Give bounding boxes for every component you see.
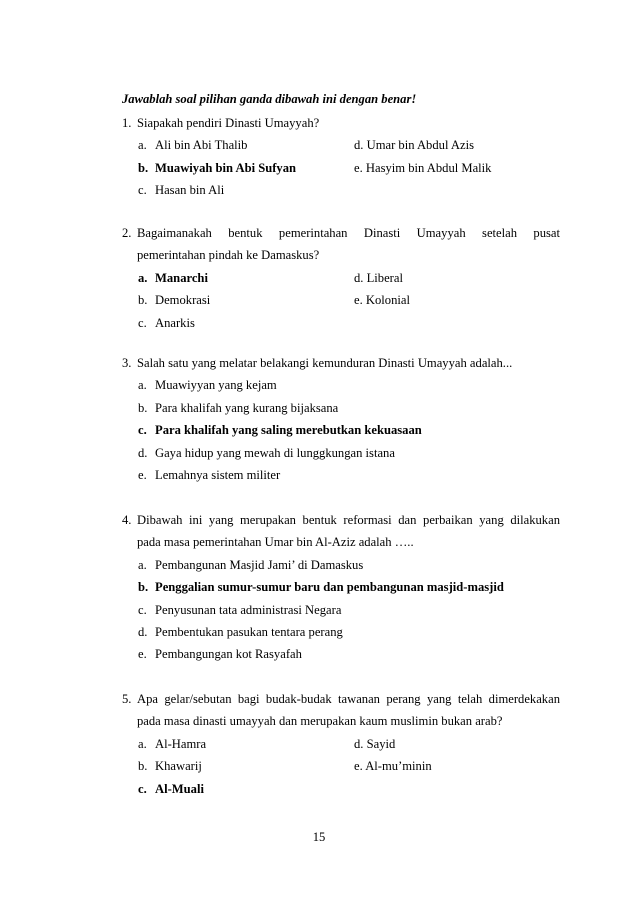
option-row xyxy=(122,312,560,334)
option-letter: a. xyxy=(138,557,147,572)
option-text-right: e. Kolonial xyxy=(354,293,410,308)
question-text: Bagaimanakah bentuk pemerintahan Dinasti Umayyah setelah pusat xyxy=(137,226,560,240)
correct-option-row xyxy=(122,267,560,289)
option-text: Gaya hidup yang mewah di lunggkungan istana xyxy=(155,445,395,460)
question-number: 3. xyxy=(122,356,132,370)
option-row xyxy=(122,643,560,665)
option-text: Manarchi xyxy=(155,270,208,285)
question-2 xyxy=(122,222,560,334)
question-text: Siapakah pendiri Dinasti Umayyah? xyxy=(137,116,320,130)
page-number: 15 xyxy=(312,830,326,844)
question-3 xyxy=(122,352,560,486)
option-letter: c. xyxy=(138,423,147,438)
option-letter: a. xyxy=(138,736,147,751)
option-text: Muawiyah bin Abi Sufyan xyxy=(155,160,297,175)
option-letter: c. xyxy=(138,602,147,617)
option-text: Penggalian sumur-sumur baru dan pembangunan masjid-masjid xyxy=(155,580,504,595)
option-row xyxy=(122,755,560,777)
option-letter: e. xyxy=(138,467,147,482)
option-text: Ali bin Abi Thalib xyxy=(155,138,248,153)
option-text: Anarkis xyxy=(155,315,195,330)
option-row xyxy=(122,442,560,464)
question-text-continued: pada masa pemerintahan Umar bin Al-Aziz adalah ….. xyxy=(137,535,414,550)
question-text-continued: pada masa dinasti umayyah dan merupakan kaum muslimin bukan arab? xyxy=(137,714,503,729)
option-text: Pembangunan Masjid Jami’ di Damaskus xyxy=(155,557,364,572)
option-text-right: d. Umar bin Abdul Azis xyxy=(354,138,474,153)
option-letter: d. xyxy=(138,624,148,639)
option-text-right: d. Liberal xyxy=(354,270,403,285)
option-letter: b. xyxy=(138,400,148,415)
question-text-continued: pemerintahan pindah ke Damaskus? xyxy=(137,248,320,263)
option-letter: c. xyxy=(138,781,147,796)
question-1 xyxy=(122,112,560,202)
option-letter: e. xyxy=(138,647,147,662)
option-text: Muawiyyan yang kejam xyxy=(155,378,277,393)
option-row xyxy=(122,134,560,156)
option-row xyxy=(122,599,560,621)
correct-option-row xyxy=(122,419,560,441)
option-row xyxy=(122,464,560,486)
option-text: Hasan bin Ali xyxy=(155,183,225,198)
option-text: Lemahnya sistem militer xyxy=(155,467,281,482)
option-letter: b. xyxy=(138,759,148,774)
option-text-right: e. Hasyim bin Abdul Malik xyxy=(354,160,492,175)
option-letter: a. xyxy=(138,378,147,393)
correct-option-row xyxy=(122,157,560,179)
question-number: 2. xyxy=(122,226,132,240)
option-row xyxy=(122,179,560,201)
option-text: Demokrasi xyxy=(155,293,211,308)
option-row xyxy=(122,554,560,576)
question-5 xyxy=(122,688,560,800)
option-letter: b. xyxy=(138,580,149,595)
question-text: Salah satu yang melatar belakangi kemunduran Dinasti Umayyah adalah... xyxy=(137,356,513,370)
option-letter: d. xyxy=(138,445,148,460)
option-text-right: d. Sayid xyxy=(354,736,396,751)
correct-option-row xyxy=(122,778,560,800)
option-text: Pembentukan pasukan tentara perang xyxy=(155,624,343,639)
option-letter: b. xyxy=(138,160,149,175)
option-text: Para khalifah yang kurang bijaksana xyxy=(155,400,339,415)
option-letter: a. xyxy=(138,138,147,153)
option-text: Para khalifah yang saling merebutkan kekuasaan xyxy=(155,423,422,438)
question-number: 4. xyxy=(122,513,132,527)
question-number: 1. xyxy=(122,116,132,130)
option-letter: a. xyxy=(138,270,148,285)
option-row xyxy=(122,733,560,755)
option-letter: c. xyxy=(138,183,147,198)
question-text: Apa gelar/sebutan bagi budak-budak tawanan perang yang telah dimerdekakan xyxy=(137,692,560,706)
option-text: Pembangungan kot Rasyafah xyxy=(155,647,302,662)
instructions-heading: Jawablah soal pilihan ganda dibawah ini dengan benar! xyxy=(122,92,417,106)
option-letter: c. xyxy=(138,315,147,330)
option-text: Al-Muali xyxy=(155,781,204,796)
option-text: Al-Hamra xyxy=(155,736,207,751)
option-text: Penyusunan tata administrasi Negara xyxy=(155,602,342,617)
option-row xyxy=(122,374,560,396)
option-row xyxy=(122,621,560,643)
question-number: 5. xyxy=(122,692,132,706)
question-text: Dibawah ini yang merupakan bentuk reformasi dan perbaikan yang dilakukan xyxy=(137,513,560,527)
option-letter: b. xyxy=(138,293,148,308)
correct-option-row xyxy=(122,576,560,598)
option-text-right: e. Al-mu’minin xyxy=(354,759,432,774)
question-4 xyxy=(122,509,560,666)
option-row xyxy=(122,397,560,419)
option-text: Khawarij xyxy=(155,759,202,774)
option-row xyxy=(122,289,560,311)
